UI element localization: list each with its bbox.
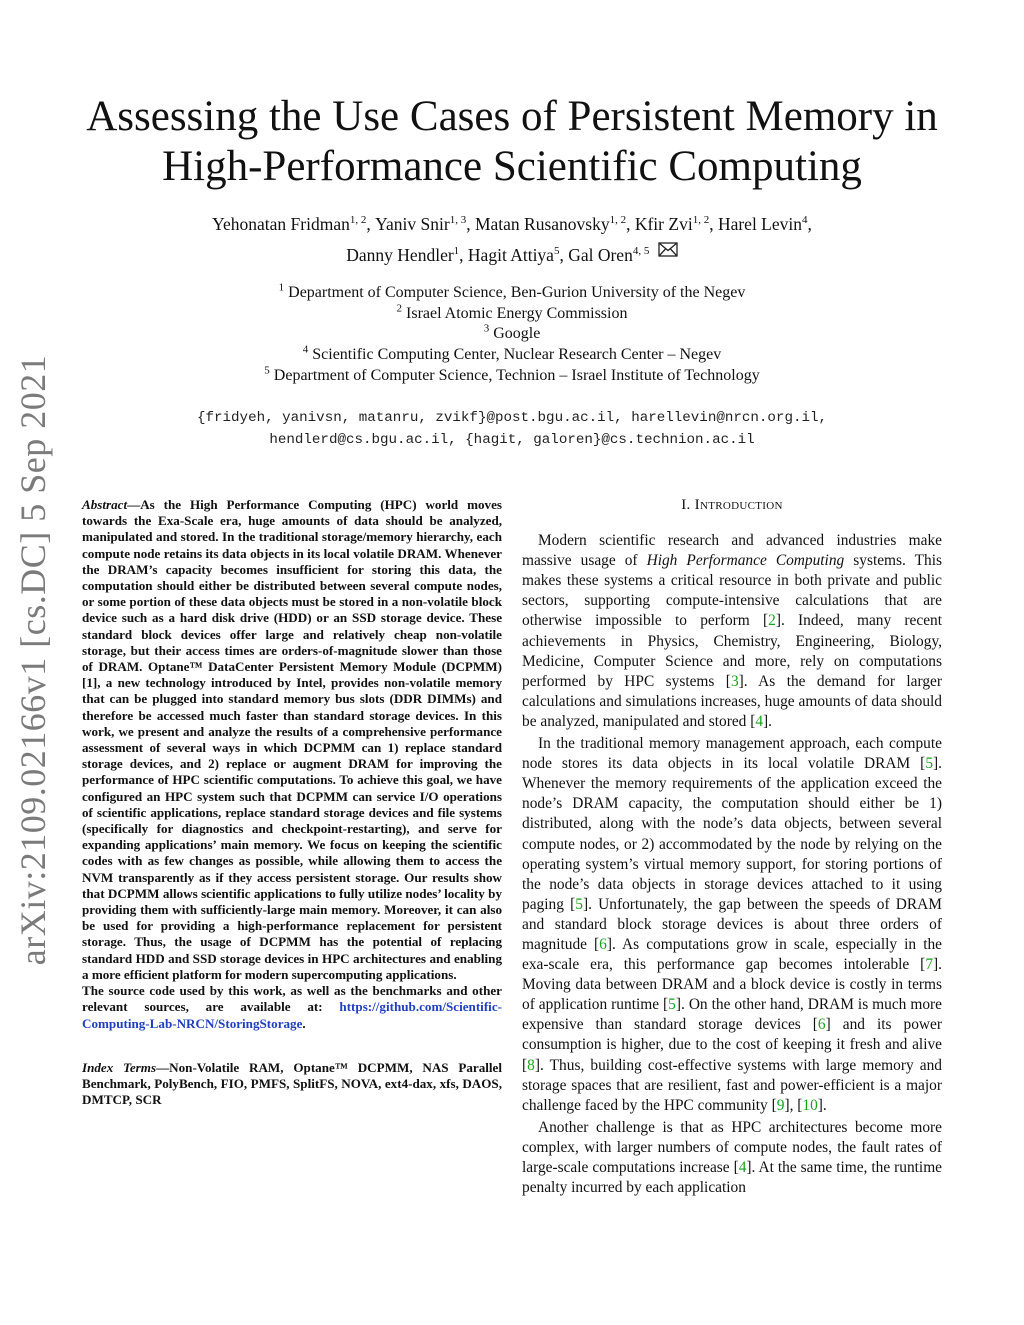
author: Gal Oren$^{4, 5}$	[568, 245, 650, 265]
citation-link[interactable]: 6	[817, 1016, 826, 1034]
citation-link[interactable]: 9	[776, 1096, 785, 1114]
affiliations	[150, 283, 874, 387]
citation-link[interactable]: 5	[575, 895, 583, 913]
citation-link[interactable]: 5	[925, 755, 934, 773]
citation-link[interactable]: 8	[527, 1056, 535, 1074]
author: Matan Rusanovsky$^{1, 2}$,	[474, 214, 635, 234]
author: Hagit Attiya$^5$,	[467, 245, 569, 265]
author: Yehonatan Fridman$^{1, 2}$,	[212, 214, 376, 234]
affiliation-item: $^2$ Israel Atomic Energy Commission	[396, 302, 628, 322]
text-run: ]. As the demand for larger calculations and simulations increases, huge amounts of data should be analyzed, manipulated and stored [	[522, 672, 942, 730]
abstract-body: —As the High Performance Computing (HPC) world moves towards the Exa-Scale era, huge amounts of data should be analyzed, manipulated and stored. In the traditional storage/memory hierarchy, each compute node retains its data objects in its local volatile DRAM. Whenever the DRAM’s capacity becomes insufficient for storing this data, the computation should either be distributed between several compute nodes, or some portion of these data objects must be stored in a non-volatile block device such as a hard disk drive (HDD) or an SSD storage device. These standard block devices offer large and relatively cheap non-volatile storage, but their access times are orders-of-magnitude slower than those of DRAM. Optane™ DataCenter Persistent Memory Module (DCPMM) [1], a new technology introduced by Intel, provides non-volatile memory that can be plugged into standard memory bus slots (DDR DIMMs) and therefore be accessed much faster than standard storage devices. In this work, we present and analyze the results of a comprehensive performance assessment of several ways in which DCPMM can 1) replace standard storage devices, and 2) replace or augment DRAM for improving the performance of HPC scientific computations. To achieve this goal, we have configured an HPC system such that DCPMM can service I/O operations of scientific applications, replace standard storage devices and file systems (specifically for diagnostics and checkpoint-restarting), and serve for expanding applications’ main memory. We focus on keeping the scientific codes with as few changes as possible, while allowing them to access the NVM transparently as if they access persistent storage. Our results show that DCPMM allows scientific applications to fully utilize nodes’ locality by providing them with sufficiently-large main memory. Moreover, it can also be used for providing a high-performance replacement for persistent storage. Thus, the usage of DCPMM has the potential of replacing standard HDD and SSD storage devices in HPC architectures and enabling a more efficient platform for modern supercomputing applications.	[82, 497, 502, 982]
affiliation-item: $^3$ Google	[483, 323, 541, 343]
citation-link[interactable]: 7	[925, 956, 934, 974]
affiliation-item: $^5$ Department of Computer Science, Technion – Israel Institute of Technology	[264, 364, 760, 384]
author-line-2	[100, 238, 924, 269]
abstract	[82, 497, 502, 983]
text-run: In the traditional memory management approach, each compute node stores its data objects in its local volatile DRAM [	[522, 735, 942, 773]
text-run: Another challenge is that as HPC architectures become more complex, with larger numbers of compute nodes, the fault rates of large-scale computations increase [	[522, 1118, 942, 1176]
text-run: ]. Indeed, many recent achievements in Physics, Chemistry, Engineering, Biology, Medicine, Computer Science and more, rely on computations performed by HPC systems [	[522, 612, 942, 690]
emphasis: High Performance Computing	[646, 552, 845, 570]
index-terms-label: Index Terms	[82, 1059, 157, 1075]
paper-title	[80, 92, 944, 192]
text-run: ]. Whenever the memory requirements of the application exceed the node’s DRAM capacity, the computation should either be 1) distributed, along with the node’s data objects, between several compute nodes, or 2) accommodated by the node by relying on the operating system’s virtual memory support, for storing portions of the node’s data objects in storage devices attached to it using paging [	[522, 755, 942, 913]
source-note	[82, 983, 502, 1032]
introduction-body	[522, 531, 942, 1198]
citation-link[interactable]: 4	[755, 712, 764, 730]
text-run: ]. Unfortunately, the gap between the speeds of DRAM and standard block storage devices is about three orders of magnitude [	[522, 895, 942, 953]
email-line-2: hendlerd@cs.bgu.ac.il, {hagit, galoren}@cs.technion.ac.il	[269, 432, 755, 448]
citation-link[interactable]: 4	[738, 1159, 747, 1176]
citation-link[interactable]: 10	[802, 1096, 818, 1114]
source-code-link[interactable]: https://github.com/Scientific-Computing-Lab-NRCN/StoringStorage	[82, 999, 502, 1031]
text-run: ].	[763, 712, 773, 730]
abstract-label: Abstract	[82, 497, 128, 512]
title-line-1: Assessing the Use Cases of Persistent Memory in	[86, 93, 938, 140]
text-run: ] and its power consumption is higher, due to the cost of keeping it fresh and alive [	[522, 1016, 942, 1074]
citation-link[interactable]: 2	[768, 612, 776, 630]
left-column	[82, 497, 502, 1108]
author: Yaniv Snir$^{1, 3}$,	[375, 214, 475, 234]
introduction-paragraph	[522, 1118, 942, 1198]
author: Harel Levin$^4$,	[717, 214, 812, 234]
citation-link[interactable]: 5	[668, 996, 676, 1014]
author-line-1	[100, 211, 924, 238]
index-terms	[82, 1060, 502, 1109]
affiliation-item: $^4$ Scientific Computing Center, Nuclear Research Center – Negev	[302, 343, 722, 364]
text-run: ], [	[784, 1096, 803, 1114]
text-run: ]. As computations grow in scale, especially in the exa-scale era, this performance gap becomes intolerable [	[522, 935, 942, 974]
text-run: ]. At the same time, the runtime penalty incurred by each application	[522, 1159, 942, 1197]
email-line-1: {fridyeh, yanivsn, matanru, zvikf}@post.bgu.ac.il, harellevin@nrcn.org.il,	[196, 410, 828, 426]
text-run: ].	[817, 1096, 827, 1114]
envelope-icon	[658, 238, 678, 265]
source-note-end: .	[302, 1015, 306, 1031]
text-run: Modern scientific research and advanced industries make massive usage of	[522, 532, 942, 570]
index-terms-body: —Non-Volatile RAM, Optane™ DCPMM, NAS Parallel Benchmark, PolyBench, FIO, PMFS, SplitFS, NOVA, ext4-dax, xfs, DAOS, DMTCP, SCR	[82, 1059, 502, 1108]
text-run: systems. This makes these systems a critical resource in both private and public sectors, supporting compute-intensive calculations that are otherwise impossible to perform [	[522, 552, 942, 630]
text-run: ]. Moving data between DRAM and a block device is costly in terms of application runtime [	[522, 956, 942, 1014]
arxiv-id: arXiv:2109.02166v1 [cs.DC] 5 Sep 2021	[13, 354, 54, 966]
arxiv-stamp	[8, 354, 58, 966]
author: Danny Hendler$^1$,	[346, 245, 468, 265]
source-note-text: The source code used by this work, as well as the benchmarks and other relevant sources, are available at:	[82, 983, 502, 1015]
title-line-2: High-Performance Scientific Computing	[162, 143, 862, 190]
right-column	[522, 495, 942, 1198]
citation-link[interactable]: 3	[730, 672, 739, 690]
text-run: ]. Thus, building cost-effective systems with large memory and storage spaces that are resilient, fast and power-efficient is a major challenge faced by the HPC community [	[522, 1056, 942, 1114]
introduction-paragraph	[522, 734, 942, 1116]
introduction-paragraph	[522, 531, 942, 732]
section-heading-introduction: I. Introduction	[681, 497, 783, 513]
email-list	[100, 407, 924, 451]
affiliation-item: $^1$ Department of Computer Science, Ben-Gurion University of the Negev	[278, 281, 746, 301]
citation-link[interactable]: 6	[599, 935, 607, 953]
author-list	[100, 211, 924, 269]
author: Kfir Zvi$^{1, 2}$,	[634, 214, 718, 234]
text-run: ]. On the other hand, DRAM is much more expensive than standard storage devices [	[522, 996, 942, 1034]
